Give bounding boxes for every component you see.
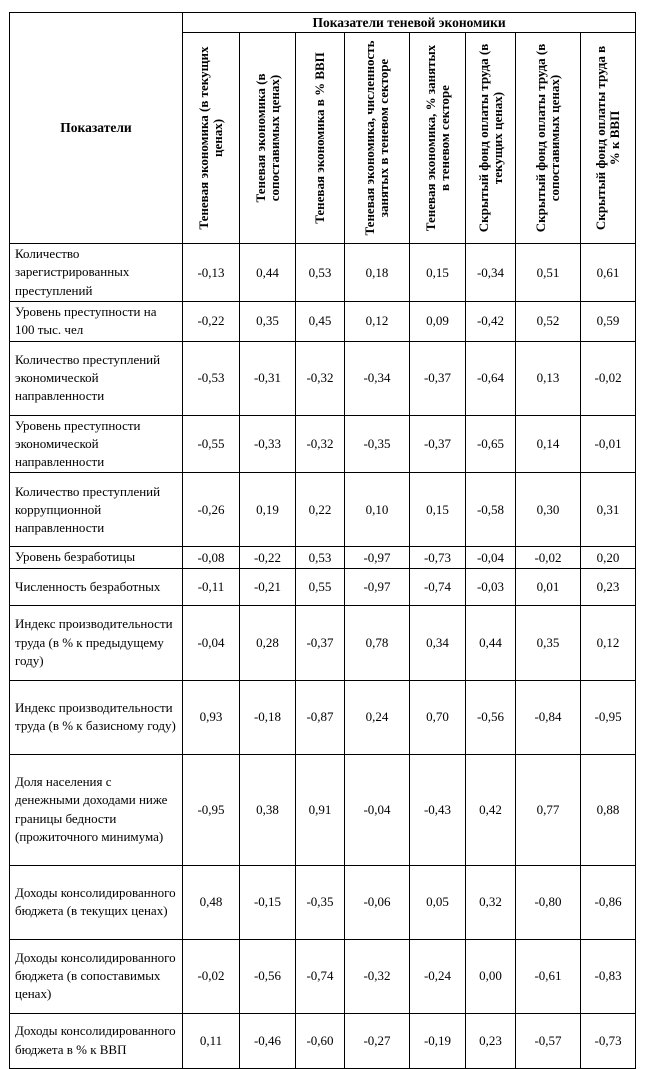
column-header-label: Теневая экономика, % занятых в теневом секторе <box>422 44 452 232</box>
row-label: Численность безработных <box>10 568 183 605</box>
value-cell: 0,88 <box>581 754 636 865</box>
value-cell: 0,31 <box>581 473 636 547</box>
value-cell: 0,77 <box>516 754 581 865</box>
value-cell: 0,48 <box>183 865 240 939</box>
row-label: Уровень преступности экономической направленности <box>10 415 183 473</box>
column-header-label: Теневая экономика (в текущих ценах) <box>196 46 225 230</box>
column-header-6 <box>466 33 516 244</box>
value-cell: 0,11 <box>183 1013 240 1068</box>
value-cell: 0,30 <box>516 473 581 547</box>
row-label: Количество преступлений экономической направленности <box>10 341 183 415</box>
value-cell: -0,32 <box>345 939 410 1013</box>
value-cell: -0,56 <box>466 680 516 754</box>
value-cell: -0,65 <box>466 415 516 473</box>
value-cell: -0,02 <box>581 341 636 415</box>
row-label: Количество преступлений коррупционной направленности <box>10 473 183 547</box>
value-cell: 0,09 <box>410 302 466 342</box>
column-header-label: Теневая экономика, численность занятых в теневом секторе <box>362 40 391 236</box>
value-cell: -0,35 <box>345 415 410 473</box>
row-label: Уровень преступности на 100 тыс. чел <box>10 302 183 342</box>
value-cell: 0,28 <box>240 605 296 680</box>
row-label: Доходы консолидированного бюджета (в текущих ценах) <box>10 865 183 939</box>
table-row <box>10 568 636 605</box>
column-header-label: Скрытый фонд оплаты труда в % к ВВП <box>593 45 623 231</box>
value-cell: 0,18 <box>345 244 410 302</box>
value-cell: 0,24 <box>345 680 410 754</box>
value-cell: 0,42 <box>466 754 516 865</box>
value-cell: 0,44 <box>240 244 296 302</box>
value-cell: -0,57 <box>516 1013 581 1068</box>
column-header-label: Скрытый фонд оплаты труда (в сопоставимых ценах) <box>533 43 562 233</box>
value-cell: 0,34 <box>410 605 466 680</box>
table-row <box>10 939 636 1013</box>
value-cell: -0,27 <box>345 1013 410 1068</box>
value-cell: -0,02 <box>516 547 581 568</box>
row-label: Индекс производительности труда (в % к базисному году) <box>10 680 183 754</box>
table-row <box>10 547 636 568</box>
column-header-1 <box>183 33 240 244</box>
value-cell: -0,43 <box>410 754 466 865</box>
value-cell: 0,20 <box>581 547 636 568</box>
value-cell: -0,13 <box>183 244 240 302</box>
value-cell: 0,93 <box>183 680 240 754</box>
value-cell: 0,44 <box>466 605 516 680</box>
row-label: Доходы консолидированного бюджета в % к ВВП <box>10 1013 183 1068</box>
value-cell: -0,46 <box>240 1013 296 1068</box>
value-cell: -0,87 <box>296 680 345 754</box>
value-cell: -0,42 <box>466 302 516 342</box>
column-header-label: Теневая экономика в % ВВП <box>312 52 327 224</box>
row-label: Уровень безработицы <box>10 547 183 568</box>
value-cell: -0,03 <box>466 568 516 605</box>
row-label: Доля населения с денежными доходами ниже границы бедности (прожиточного минимума) <box>10 754 183 865</box>
column-header-8 <box>581 33 636 244</box>
table-row <box>10 605 636 680</box>
value-cell: 0,70 <box>410 680 466 754</box>
value-cell: -0,37 <box>410 415 466 473</box>
value-cell: 0,53 <box>296 244 345 302</box>
column-header-label: Скрытый фонд оплаты труда (в текущих ценах) <box>475 43 505 233</box>
value-cell: -0,22 <box>183 302 240 342</box>
value-cell: 0,35 <box>516 605 581 680</box>
value-cell: 0,12 <box>581 605 636 680</box>
column-header-7 <box>516 33 581 244</box>
value-cell: -0,95 <box>581 680 636 754</box>
row-header-cell: Показатели <box>10 13 183 244</box>
value-cell: -0,04 <box>345 754 410 865</box>
value-cell: 0,01 <box>516 568 581 605</box>
table-row <box>10 244 636 302</box>
table-row <box>10 680 636 754</box>
column-header-2 <box>240 33 296 244</box>
value-cell: -0,97 <box>345 547 410 568</box>
value-cell: 0,15 <box>410 244 466 302</box>
value-cell: -0,08 <box>183 547 240 568</box>
column-header-5 <box>410 33 466 244</box>
value-cell: -0,35 <box>296 865 345 939</box>
value-cell: -0,18 <box>240 680 296 754</box>
value-cell: -0,80 <box>516 865 581 939</box>
table-row <box>10 1013 636 1068</box>
value-cell: -0,32 <box>296 415 345 473</box>
value-cell: -0,34 <box>466 244 516 302</box>
value-cell: -0,97 <box>345 568 410 605</box>
value-cell: -0,02 <box>183 939 240 1013</box>
value-cell: -0,31 <box>240 341 296 415</box>
value-cell: 0,00 <box>466 939 516 1013</box>
table-row <box>10 754 636 865</box>
column-header-4 <box>345 33 410 244</box>
value-cell: -0,84 <box>516 680 581 754</box>
value-cell: 0,78 <box>345 605 410 680</box>
value-cell: -0,61 <box>516 939 581 1013</box>
table-row <box>10 302 636 342</box>
row-label: Доходы консолидированного бюджета (в сопоставимых ценах) <box>10 939 183 1013</box>
value-cell: -0,22 <box>240 547 296 568</box>
value-cell: -0,74 <box>296 939 345 1013</box>
value-cell: -0,86 <box>581 865 636 939</box>
value-cell: -0,15 <box>240 865 296 939</box>
column-header-3 <box>296 33 345 244</box>
value-cell: 0,61 <box>581 244 636 302</box>
value-cell: -0,01 <box>581 415 636 473</box>
value-cell: -0,04 <box>466 547 516 568</box>
row-label: Количество зарегистрированных преступлений <box>10 244 183 302</box>
value-cell: 0,38 <box>240 754 296 865</box>
value-cell: -0,32 <box>296 341 345 415</box>
value-cell: -0,21 <box>240 568 296 605</box>
value-cell: -0,56 <box>240 939 296 1013</box>
value-cell: -0,83 <box>581 939 636 1013</box>
table-row <box>10 341 636 415</box>
value-cell: -0,04 <box>183 605 240 680</box>
value-cell: 0,35 <box>240 302 296 342</box>
value-cell: -0,11 <box>183 568 240 605</box>
value-cell: 0,55 <box>296 568 345 605</box>
value-cell: -0,06 <box>345 865 410 939</box>
value-cell: 0,15 <box>410 473 466 547</box>
value-cell: -0,34 <box>345 341 410 415</box>
row-label: Индекс производительности труда (в % к предыдущему году) <box>10 605 183 680</box>
value-cell: 0,53 <box>296 547 345 568</box>
value-cell: 0,14 <box>516 415 581 473</box>
value-cell: -0,60 <box>296 1013 345 1068</box>
value-cell: -0,33 <box>240 415 296 473</box>
value-cell: -0,73 <box>410 547 466 568</box>
table-row <box>10 415 636 473</box>
table-row <box>10 473 636 547</box>
value-cell: -0,53 <box>183 341 240 415</box>
value-cell: -0,26 <box>183 473 240 547</box>
value-cell: 0,59 <box>581 302 636 342</box>
correlation-table <box>9 12 636 1069</box>
value-cell: 0,32 <box>466 865 516 939</box>
value-cell: 0,19 <box>240 473 296 547</box>
value-cell: -0,95 <box>183 754 240 865</box>
value-cell: -0,58 <box>466 473 516 547</box>
header-row-group <box>10 13 636 33</box>
column-header-label: Теневая экономика (в сопоставимых ценах) <box>252 73 282 203</box>
value-cell: 0,05 <box>410 865 466 939</box>
value-cell: -0,24 <box>410 939 466 1013</box>
value-cell: 0,13 <box>516 341 581 415</box>
value-cell: -0,74 <box>410 568 466 605</box>
table-row <box>10 865 636 939</box>
table-body <box>10 244 636 1069</box>
value-cell: 0,52 <box>516 302 581 342</box>
value-cell: 0,10 <box>345 473 410 547</box>
value-cell: 0,23 <box>466 1013 516 1068</box>
value-cell: -0,19 <box>410 1013 466 1068</box>
value-cell: -0,37 <box>410 341 466 415</box>
value-cell: 0,12 <box>345 302 410 342</box>
table-header <box>10 13 636 244</box>
value-cell: 0,91 <box>296 754 345 865</box>
value-cell: 0,23 <box>581 568 636 605</box>
value-cell: -0,37 <box>296 605 345 680</box>
value-cell: -0,73 <box>581 1013 636 1068</box>
value-cell: 0,45 <box>296 302 345 342</box>
value-cell: -0,64 <box>466 341 516 415</box>
value-cell: 0,51 <box>516 244 581 302</box>
value-cell: -0,55 <box>183 415 240 473</box>
group-header-cell: Показатели теневой экономики <box>183 13 636 33</box>
value-cell: 0,22 <box>296 473 345 547</box>
